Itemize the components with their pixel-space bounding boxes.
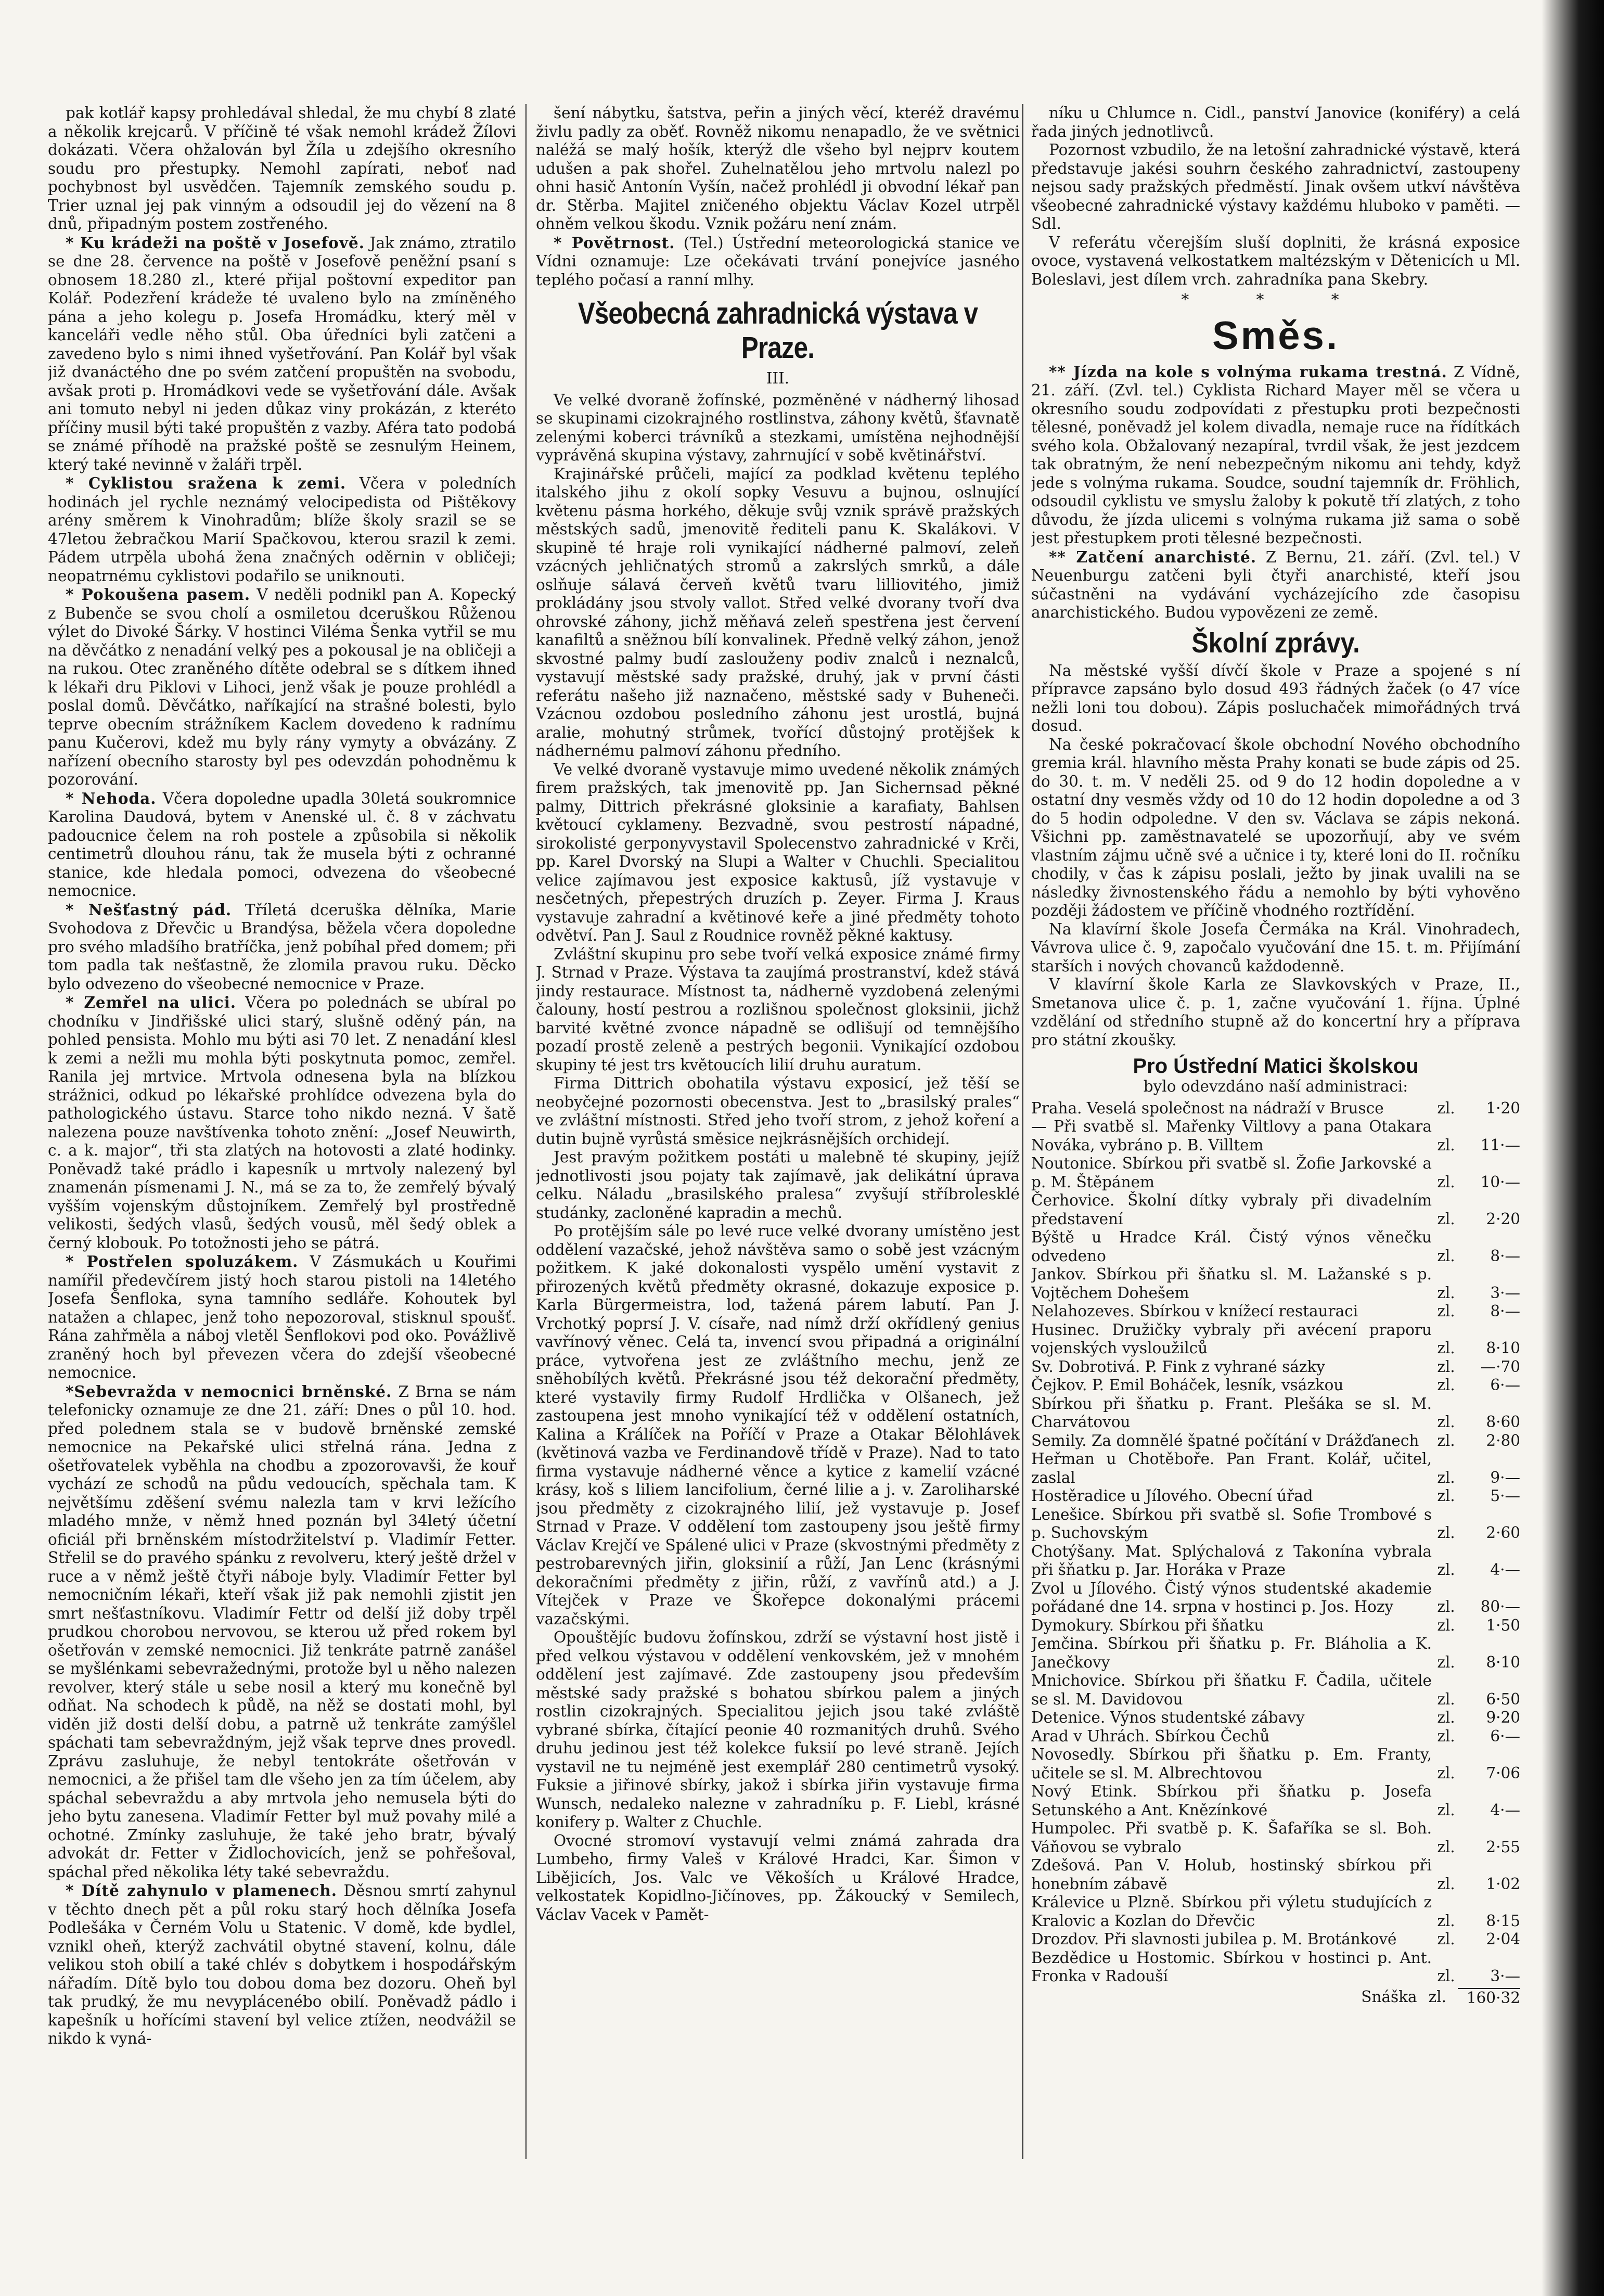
donation-amount: 6·50 bbox=[1486, 1690, 1520, 1708]
donation-text: Čerhovice. Školní dítky vybraly při divadelním představení bbox=[1031, 1191, 1432, 1228]
news-headline: * Pokoušena pasem. bbox=[66, 585, 251, 604]
donation-text: Humpolec. Při svatbě p. K. Šafaříka se sl. Boh. Váňovou se vybralo bbox=[1031, 1819, 1432, 1856]
donation-amount: 9·— bbox=[1490, 1468, 1520, 1486]
donation-text: Hostěradice u Jílového. Obecní úřad bbox=[1031, 1487, 1313, 1505]
donation-amount: 1·50 bbox=[1486, 1616, 1520, 1634]
donation-amount: 8·— bbox=[1490, 1247, 1520, 1265]
paragraph: V klavírní škole Karla ze Slavkovských v Praze, II., Smetanova ulice č. p. 1, začne vyučování 1. října. Úplné vzdělání od středního stupně až do koncertní hry a příprava pro státní zkoušky. bbox=[1031, 976, 1520, 1049]
donation-text: Husinec. Družičky vybraly při avécení praporu vojenských vysloužilců bbox=[1031, 1320, 1432, 1357]
paragraph bbox=[48, 1881, 516, 2048]
paragraph: Opouštějíc budovu žofínskou, zdrží se výstavní host jistě i před velkou výstavou v oddělení venkovském, jež v mnohém oddělení jest zajímavé. Zde zastoupeny jsou především městské sady pražské s bohatou sbírkou palem a jiných rostlin cizokrajných. Specialitou jejich jsou také zvláště vybrané sbírka, čítající peonie 40 rozmanitých druhů. Svého druhu jedinou jest též kolekce fuksií po levé straně. Jejích vystavil ne tu nejméně jest exemplář 280 centimetrů vysoký. Fuksie a jiřinové sbírky, jakož i sbírka jiřin vystavuje firma Wunsch, nedaleko nalezne v zahradníku p. F. Liebl, krásné konifery p. Walter z Chuchle. bbox=[536, 1628, 1020, 1831]
donation-amount: 9·20 bbox=[1486, 1709, 1520, 1726]
donation-unit: zl. bbox=[1437, 1173, 1455, 1191]
donation-unit: zl. bbox=[1437, 1930, 1455, 1948]
donation-amount: 4·— bbox=[1490, 1561, 1520, 1579]
donation-total-unit: zl. bbox=[1428, 1987, 1446, 2006]
donation-amount: 8·— bbox=[1490, 1302, 1520, 1320]
news-headline: * Nehoda. bbox=[66, 789, 157, 807]
donation-amount: 2·80 bbox=[1486, 1431, 1520, 1450]
donation-total bbox=[1031, 1988, 1520, 2008]
paragraph bbox=[536, 234, 1020, 290]
donation-unit: zl. bbox=[1437, 1653, 1455, 1671]
donation-text: Jemčina. Sbírkou při šňatku p. Fr. Bláholia a K. Janečkovy bbox=[1031, 1635, 1432, 1671]
donation-text: Zvol u Jílového. Čistý výnos studentské akademie pořádané dne 14. srpna v hostinci p. Jos. Hozy bbox=[1031, 1579, 1432, 1615]
donation-unit: zl. bbox=[1437, 1487, 1455, 1505]
donation-unit: zl. bbox=[1437, 1764, 1455, 1782]
news-text: Tříletá dceruška dělníka, Marie Svohodova z Dřevčic u Brandýsa, běžela včera dopoledne pro svého mladšího bratříčka, jenž pobíhal před domem; při tom padla tak nešťastně, že zlomila pravou ruku. Děcko bylo odvezeno do všeobecné nemocnice v Praze. bbox=[48, 901, 516, 993]
donation-unit: zl. bbox=[1437, 1468, 1455, 1486]
donation-row bbox=[1031, 1155, 1520, 1191]
paragraph: Krajinářské průčeli, mající za podklad květenu teplého italského jihu z okolí sopky Vesuvu a bujnou, oslnující květenu pásma horkého, děkuje svůj vznik správě pražských městských sadů, jmenovitě řediteli panu K. Skalákovi. V skupině té hraje roli vynikající nádherné palmoví, zeleň vzácných jehličnatých stromů a zakrslých smrků, a dále oslňuje sálavá červeň květů tvaru lilliovitého, jimiž prokládány jsou stvoly vallot. Střed velké dvorany tvoří dva ohrovské záhony, jichž měňavá zeleň spestřena jest červení kanafiltů a sněžnou bílí konvalinek. Předně velký záhon, jenož skvostné palmy budí zaslouženy podiv znalců i neznalců, vystavují městské sady pražské, druhý, jak v první části referátu našeho již naznačeno, městské sady v Buheneči. Vzácnou ozdobou posledního záhonu jest urostlá, bujná aralie, mohutný strůmek, tvořící důstojný protějšek k nádhernému palmoví záhonu předního. bbox=[536, 465, 1020, 760]
paragraph: Zvláštní skupinu pro sebe tvoří velká exposice známé firmy J. Strnad v Praze. Výstava ta zaujímá prostranství, kdež stává jindy restaurace. Místnost ta, nádherně vyzdobená zelenými čalouny, hostí pestrou a rozlišnou společnost gloksinii, jichž barvité květné zvonce nápadně se odlišují od temnějšího pozadí prostě zeleně a pestrých begonii. Vynikající ozdobou skupiny té jest trs květoucích lilií druhu auratum. bbox=[536, 945, 1020, 1074]
donation-text: Sv. Dobrotivá. P. Fink z vyhrané sázky bbox=[1031, 1357, 1325, 1376]
donation-text: Chotýšany. Mat. Splýchalová z Takonína vybrala při šňatku p. Jar. Horáka v Praze bbox=[1031, 1542, 1432, 1579]
donation-unit: zl. bbox=[1437, 1302, 1455, 1320]
donation-row bbox=[1031, 1893, 1520, 1930]
donation-unit: zl. bbox=[1437, 1838, 1455, 1856]
donation-text: — Při svatbě sl. Mařenky Viltlovy a pana Otakara Nováka, vybráno p. B. Villtem bbox=[1031, 1118, 1432, 1154]
donation-row bbox=[1031, 1672, 1520, 1709]
donation-amount: 2·55 bbox=[1486, 1838, 1520, 1856]
donation-text: Bezdědice u Hostomic. Sbírkou v hostinci p. Ant. Fronka v Radouší bbox=[1031, 1948, 1432, 1985]
donation-total-amount: 160·32 bbox=[1458, 1988, 1520, 2008]
exhibition-article-end bbox=[1031, 104, 1520, 289]
donation-text: Mnichovice. Sbírkou při šňatku F. Čadila, učitele se sl. M. Davidovou bbox=[1031, 1672, 1432, 1708]
donation-unit: zl. bbox=[1437, 1801, 1455, 1819]
donation-text: Noutonice. Sbírkou při svatbě sl. Žofie Jarkovské a p. M. Štěpánem bbox=[1031, 1155, 1432, 1191]
donation-unit: zl. bbox=[1437, 1284, 1455, 1302]
paragraph bbox=[48, 789, 516, 901]
news-headline: ** Jízda na kole s volnýma rukama trestná. bbox=[1049, 362, 1447, 381]
donation-unit: zl. bbox=[1437, 1709, 1455, 1726]
paragraph: Jest pravým požitkem postáti u malebně té skupiny, jejíž jednotlivosti jsou pojaty tak zajímavě, jak delikátní úprava celku. Náladu „brasilského pralesa“ zvyšují stříbrolesklé studánky, zacloněné kapradin a mechů. bbox=[536, 1148, 1020, 1222]
donation-text: Sbírkou při šňatku p. Frant. Plešáka se sl. M. Charvátovou bbox=[1031, 1394, 1432, 1431]
donation-amount: 5·— bbox=[1490, 1487, 1520, 1505]
donation-text: Nový Etink. Sbírkou při šňatku p. Josefa Setunského a Ant. Knězínkové bbox=[1031, 1782, 1432, 1819]
donation-unit: zl. bbox=[1437, 1875, 1455, 1893]
scan-edge bbox=[1542, 0, 1604, 2296]
donation-amount: 1·02 bbox=[1486, 1875, 1520, 1893]
donation-row bbox=[1031, 1949, 1520, 1986]
paragraph: níku u Chlumce n. Cidl., panství Janovice (koniféry) a celá řada jiných jednotlivců. bbox=[1031, 104, 1520, 140]
donation-row bbox=[1031, 1376, 1520, 1395]
column-middle bbox=[536, 104, 1020, 2227]
donation-amount: 3·— bbox=[1490, 1284, 1520, 1302]
donation-row bbox=[1031, 1782, 1520, 1819]
news-text: Z Vídně, 21. září. (Zvl. tel.) Cyklista Richard Mayer měl se včera u okresního soudu zodpovídati z přestupku proti bezpečnosti tělesné, poněvadž jel kolem divadla, nemaje ruce na řídítkách svého kola. Obžalovaný nezapíral, tvrdil však, že jest jezdcem tak obratným, že není nebezpečným nikomu ani tehdy, když jede s volnýma rukama. Soudce, soudní tajemník dr. Fröhlich, odsoudil cyklistu ve smyslu žaloby k pokutě tří zlatých, z toho důvodu, že jízda ulicemi s volnýma rukama již sama o sobě jest přestupkem proti tělesné bezpečnosti. bbox=[1031, 363, 1520, 547]
paragraph: Ve velké dvoraně vystavuje mimo uvedené několik známých firem pražských, tak jmenovitě pp. Jan Sichernsad pěkné palmy, Dittrich překrásné gloksinie a karafiaty, Bahlsen květoucí cyklameny. Bezvadně, svou pestrostí nápadné, sirokolisté gerponyvystavil Spolecenstvo zahradnické v Krči, pp. Karel Dvorský na Slupi a Walter v Chuchli. Specialitou velice zajímavou jest exposice kaktusů, jíž vystavuje v nesčetných, přepestrých druzích p. Zeyer. Firma J. Kraus vystavuje zahradní a květinové keře a jiné předměty tohoto odvětví. Pan J. Saul z Roudnice rovněž pěkné kaktusy. bbox=[536, 760, 1020, 944]
donation-amount: 11·— bbox=[1480, 1136, 1520, 1154]
paragraph bbox=[48, 474, 516, 585]
news-headline: *Sebevražda v nemocnici brněnské. bbox=[66, 1382, 392, 1401]
news-headline: * Nešťastný pád. bbox=[66, 900, 232, 919]
donation-unit: zl. bbox=[1437, 1357, 1455, 1376]
donation-unit: zl. bbox=[1437, 1413, 1455, 1431]
donation-amount: 8·60 bbox=[1486, 1413, 1520, 1431]
donation-unit: zl. bbox=[1437, 1561, 1455, 1579]
donation-text: Semily. Za domnělé špatné počítání v Drážďanech bbox=[1031, 1431, 1419, 1450]
column-middle-news bbox=[536, 104, 1020, 289]
donation-amount: 8·15 bbox=[1486, 1912, 1520, 1930]
news-headline: * Postřelen spoluzákem. bbox=[66, 1252, 299, 1271]
donation-row bbox=[1031, 1930, 1520, 1949]
donation-text: Býště u Hradce Král. Čistý výnos věnečku odvedeno bbox=[1031, 1228, 1432, 1265]
news-headline: * Dítě zahynulo v plamenech. bbox=[66, 1881, 338, 1900]
donation-amount: 10·— bbox=[1480, 1173, 1520, 1191]
donation-amount: 80·— bbox=[1480, 1598, 1520, 1615]
donation-unit: zl. bbox=[1437, 1431, 1455, 1450]
donation-amount: 6·— bbox=[1490, 1727, 1520, 1745]
donation-amount: 8·10 bbox=[1486, 1653, 1520, 1671]
donation-amount: 4·— bbox=[1490, 1801, 1520, 1819]
paragraph bbox=[48, 901, 516, 994]
news-text: Z Brna se nám telefonicky oznamuje ze dne 21. září: Dnes o půl 10. hod. před polednem stala se v budově brněnské zemské nemocnice na Pekařské ulici střelná rána. Jedna z ošetřovatelek vyběhla na chodbu a zpozorovavši, že kouř vychází ze schodů na půdu vedoucích, spěchala tam. K největšímu zděšení svému nalezla tam v krvi ležícího mladého mnže, v němž hned poznán byl 34letý účetní oficiál při brněnském místodržitelství p. Vladimír Fetter. Střelil se do pravého spánku z revolveru, který ještě držel v ruce a v němž ještě čtyři náboje byly. Vladimír Fetter byl nemocničním lékaři, kteří však již pak nemohli zjistit jen smrt nešťastníkovu. Vladimír Fettr od delší již doby trpěl prudkou chorobou nervovou, se kterou už před rokem byl ošetřován v zemské nemocnici. Již tenkráte patrně zanášel se myšlénkami sebevražednými, protože byl u něho nalezen revolver, který stále u sebe nosil a který mu konečně byl odňat. Na schodech k půdě, na něž se dostati mohl, byl viděn již dosti delší dobu, a patrně už tenkráte zamýšlel spáchati tam sebevraždným, jejž však teprve dnes provedl. Zprávu zasluhuje, že nebyl tentokráte ošetřován v nemocnici, a že přišel tam dle všeho jen za tím účelem, aby spáchal sebevraždu a aby mrtvola jeho nemusela býti do jeho bytu zanesena. Vladimír Fetter byl muž povahy milé a ochotné. Zmínky zasluhuje, že také jeho bratr, bývalý advokát dr. Fetter v Židlochovicích, jenž se pohřešoval, spáchal před několika léty také sebevraždu. bbox=[48, 1382, 516, 1881]
donation-text: Arad v Uhrách. Sbírkou Čechů bbox=[1031, 1727, 1270, 1745]
paragraph: Ve velké dvoraně žofínské, pozměněné v nádherný lihosad se skupinami cizokrajného rostlinstva, záhony květů, šťavnatě zelenými koberci trávníků a stezkami, umístěna nejhodnější vyprávěná skupina výstavy, zahrnující v sobě květinářství. bbox=[536, 391, 1020, 464]
donation-row bbox=[1031, 1856, 1520, 1893]
donation-row bbox=[1031, 1118, 1520, 1155]
donation-text: Drozdov. Při slavnosti jubilea p. M. Brotánkové bbox=[1031, 1930, 1397, 1948]
donation-unit: zl. bbox=[1437, 1136, 1455, 1154]
donation-row bbox=[1031, 1635, 1520, 1672]
paragraph bbox=[1031, 363, 1520, 548]
news-text: V neděli podnikl pan A. Kopecký z Bubenče se svou cholí a osmiletou dceruškou Růženou výlet do Divoké Šárky. V hostinci Viléma Šenka vytřil se mu na děvčátko z nenadání velký pes a pokousal je na obličeji a na rukou. Otec zraněného dítěte odebral se s dítkem ihned k lékaři dru Piklovi v Lihoci, jenž však je pouze prohlédl a poslal domů. Děvčátko, naříkající na strašné bolesti, bylo teprve obecním strážníkem Kaclem dovedeno k radnímu panu Kučerovi, kdež mu byly rány vymyty a obvázány. Z nařízení obecního starosty byl pes odevzdán pohodněmu k pozorování. bbox=[48, 586, 516, 788]
paragraph bbox=[1031, 548, 1520, 622]
donation-amount: —·70 bbox=[1480, 1357, 1520, 1376]
paragraph: Na české pokračovací škole obchodní Nového obchodního gremia král. hlavního města Prahy konati se bude zápis od 25. do 30. t. m. V neděli 25. od 9 do 12 hodin dopoledne a v ostatní dny vesměs vždy od 10 do 12 hodin dopoledne a od 3 do 5 hodin odpoledne. V den sv. Václava se zápis nekoná. Všichni pp. zaměstnavatelé se upozorňují, aby ve svém vlastním zájmu učně své a učnice i ty, které loni do II. ročníku chodily, v čas k zápisu poslali, ježto by jinak uvalili na se následky živnostenského řádu a nemohlo by býti vyhověno později žádostem ve příčině vhodného roztřídění. bbox=[1031, 735, 1520, 919]
donation-text: Jankov. Sbírkou při šňatku sl. M. Lažanské s p. Vojtěchem Dohešem bbox=[1031, 1265, 1432, 1302]
article-header-exhibition: Všeobecná zahradnická výstava v Praze. bbox=[578, 297, 978, 365]
donation-text: Čejkov. P. Emil Boháček, lesník, vsázkou bbox=[1031, 1376, 1344, 1394]
paragraph: Firma Dittrich obohatila výstavu exposicí, jež těší se neobyčejné pozornosti obecenstva. Jest to „brasilský prales“ ve zvláštní místnosti. Střed jeho tvoří strom, z jehož koření a dutin bujně vyrůstá směsice nejkrásnějších orchidejí. bbox=[536, 1074, 1020, 1148]
section-header-smes: Směs. bbox=[1212, 313, 1339, 358]
news-headline: ** Zatčení anarchisté. bbox=[1049, 547, 1256, 566]
donation-text: Zdešová. Pan V. Holub, hostinský sbírkou při honebním zábavě bbox=[1031, 1856, 1432, 1893]
donation-row bbox=[1031, 1228, 1520, 1265]
donation-text: Nelahozeves. Sbírkou v knížecí restauraci bbox=[1031, 1302, 1358, 1320]
donation-text: Detenice. Výnos studentské zábavy bbox=[1031, 1709, 1305, 1726]
donation-row bbox=[1031, 1709, 1520, 1727]
column-divider bbox=[525, 104, 527, 2159]
donation-row bbox=[1031, 1321, 1520, 1358]
news-text: Včera po polednách se ubíral po chodníku v Jindřišské ulici starý, slušně oděný pán, na pohled pensista. Mohlo mu býti asi 70 let. Z nenadání klesl k zemi a nežli mu mohla býti poskytnuta pomoc, zemřel. Ranila jej mrtvice. Mrtvola odnesena byla na blízkou strážnici, odkud po lékařské prohlídce odvezena byla do pathologického ústavu. Starce toho nikdo nezná. V šatě nalezena pouze navštívenka tohoto znění: „Josef Neuwirth, c. a k. major“, tři sta zlatých na hotovosti a zlaté hodinky. Poněvadž také prádlo i kapesník u mrtvoly nalezený byl znamenán písmenami J. N., má se za to, že zemřelý bývalý vyšším vojenským důstojníkem. Zemřelý byl prostředně velikosti, šedých vlasů, šedých vousů, měl šedý oblek a černý klobouk. Po totožnosti jeho se pátrá. bbox=[48, 994, 516, 1252]
donation-row bbox=[1031, 1432, 1520, 1451]
donation-amount: 6·— bbox=[1490, 1376, 1520, 1394]
donation-text: Dymokury. Sbírkou při šňatku bbox=[1031, 1616, 1264, 1634]
paragraph bbox=[48, 1252, 516, 1382]
smes-items bbox=[1031, 363, 1520, 622]
news-headline: * Ku krádeži na poště v Josefově. bbox=[66, 233, 365, 252]
donation-row bbox=[1031, 1099, 1520, 1118]
donation-amount: 2·20 bbox=[1486, 1210, 1520, 1228]
donation-text: Králevice u Plzně. Sbírkou při výletu studujících z Kralovic a Kozlan do Dřevčic bbox=[1031, 1893, 1432, 1930]
donation-unit: zl. bbox=[1437, 1912, 1455, 1930]
news-headline: * Povětrnost. bbox=[554, 233, 675, 252]
donation-row bbox=[1031, 1265, 1520, 1302]
paragraph: Pozornost vzbudilo, že na letošní zahradnické výstavě, která představuje jakési souhrn českého zahradnictví, zastoupeny nejsou sady pražských předměstí. Jinak ovšem utkví návštěva všeobecné zahradnické výstavy každému hluboko v paměti. —Sdl. bbox=[1031, 141, 1520, 233]
news-headline: * Zemřel na ulici. bbox=[66, 993, 237, 1011]
donation-amount: 7·06 bbox=[1486, 1764, 1520, 1782]
donation-unit: zl. bbox=[1437, 1690, 1455, 1708]
donation-row bbox=[1031, 1358, 1520, 1377]
donation-unit: zl. bbox=[1437, 1727, 1455, 1745]
news-text: Děsnou smrtí zahynul v těchto dnech pět a půl roku starý hoch dělníka Josefa Podlešáka v Černém Volu u Statenic. V domě, kde bydlel, vznikl oheň, kterýž zachvátil obytné stavení, kolnu, dále velikou stoh obilí a také chlév s dobytkem i hospodářským nářadím. Dítě bylo tou dobou doma bez dozoru. Oheň byl tak prudký, že mu nevyplácenébo obilí. Poněvadž pádlo i kapešník u hořícími stavení byl velice ztížen, neodvážil se nikdo k vyná- bbox=[48, 1882, 516, 2047]
news-text: V Zásmukách u Kouřimi namířil předevčírem jistý hoch starou pistoli na 14letého Josefa Šenfloka, syna tamního sedláře. Kohoutek byl natažen a chlapec, jenž toho nepozoroval, stisknul spoušť. Rána zahřměla a náboj vletěl Šenflokovi pod oko. Povážlivě zraněný hoch byl převezen včera do zdejší všeobecné nemocnice. bbox=[48, 1253, 516, 1381]
donation-row bbox=[1031, 1302, 1520, 1321]
donation-row bbox=[1031, 1580, 1520, 1617]
donation-row bbox=[1031, 1191, 1520, 1228]
donation-unit: zl. bbox=[1437, 1210, 1455, 1228]
donation-row bbox=[1031, 1727, 1520, 1746]
column-divider bbox=[1022, 104, 1023, 2159]
donation-unit: zl. bbox=[1437, 1376, 1455, 1394]
donation-text: Novosedly. Sbírkou při šňatku p. Em. Franty, učitele se sl. M. Albrechtovou bbox=[1031, 1746, 1432, 1782]
paragraph: šení nábytku, šatstva, peřin a jiných věcí, kteréž dravému živlu padly za oběť. Rovněž nikomu nenapadlo, že ve světnici naléžá se malý hošík, kterýž dle všeho byl nejprv koutem udušen a pak shořel. Zuhelnatělou jeho mrtvolu nalezl po ohni hasič Antonín Vyšín, načež prohlédl ji obvodní lékař pan dr. Stěrba. Majitel zničeného objektu Václav Kozel utrpěl ohněm velkou škodu. Vznik požáru není znám. bbox=[536, 104, 1020, 233]
donation-subheader: bylo odevzdáno naší administraci: bbox=[1143, 1078, 1408, 1095]
column-left bbox=[48, 104, 516, 2227]
donation-text: Heřman u Chotěboře. Pan Frant. Kolář, učitel, zaslal bbox=[1031, 1450, 1432, 1486]
donation-row bbox=[1031, 1617, 1520, 1635]
news-headline: * Cyklistou sražena k zemi. bbox=[66, 474, 347, 492]
donation-unit: zl. bbox=[1437, 1616, 1455, 1634]
news-text: Včera v poledních hodinách jel rychle neznámý velocipedista od Pištěkovy arény směrem k Vinohradům; blíže školy srazil se se 47letou žebračkou Marií Spačkovou, kterou srazil k zemi. Pádem utrpěla ubohá žena značných oděrnin v obličeji; neopatrnému cyklistovi podařilo se uniknouti. bbox=[48, 474, 516, 585]
news-text: (Tel.) Ústřední meteorologická stanice ve Vídni oznamuje: Lze očekávati trvání ponejvíce jasného teplého počasí a ranní mlhy. bbox=[536, 234, 1020, 289]
article-exhibition-body bbox=[536, 391, 1020, 1925]
donation-amount: 3·— bbox=[1490, 1967, 1520, 1985]
donation-unit: zl. bbox=[1437, 1524, 1455, 1542]
news-text: Jak známo, ztratilo se dne 28. července na poště v Josefově peněžní psaní s obnosem 18.280 zl., které přijal poštovní expeditor pan Kolář. Podezření krádeže té uvaleno bylo na zmíněného pána a jeho kolegu p. Josefa Hromádku, který měl v kanceláři vedle něho stůl. Oba úředníci byli zatčeni a zavedeno bylo s nimi ihned vyšetřování. Pan Kolář byl však již dvanáctého dne po svém zatčení propuštěn na svobodu, avšak proti p. Hromádkovi vede se vyšetřování dále. Avšak ani tomuto nebyl ni jeden důkaz viny prokázán, z kteréto příčiny musil býti také propuštěn z vazby. Aféra tato podobá se známé příhodě na pražské poště se zesnulým Heinem, který také nevinně v žaláři trpěl. bbox=[48, 234, 516, 473]
donation-row bbox=[1031, 1543, 1520, 1580]
donation-header: Pro Ústřední Matici školskou bbox=[1133, 1055, 1419, 1078]
donation-row bbox=[1031, 1819, 1520, 1856]
news-text: Včera dopoledne upadla 30letá soukromnice Karolina Daudová, bytem v Anenské ul. č. 8 v záchvatu padoucnice čelem na roh postele a způsobila si několik centimetrů dlouhou ránu, tak že musela býti z ochranné stanice, kde hledala pomoci, odvezena do všeobecné nemocnice. bbox=[48, 789, 516, 900]
section-stars: * * * bbox=[1181, 291, 1370, 309]
donation-unit: zl. bbox=[1437, 1099, 1455, 1117]
donation-row bbox=[1031, 1746, 1520, 1782]
donation-unit: zl. bbox=[1437, 1967, 1455, 1985]
donation-row bbox=[1031, 1487, 1520, 1506]
donation-amount: 2·04 bbox=[1486, 1930, 1520, 1948]
donation-row bbox=[1031, 1506, 1520, 1543]
section-header-school: Školní zprávy. bbox=[1191, 627, 1360, 659]
donation-row bbox=[1031, 1450, 1520, 1487]
school-items bbox=[1031, 662, 1520, 1050]
donation-text: Praha. Veselá společnost na nádraží v Brusce bbox=[1031, 1099, 1384, 1117]
paragraph: Ovocné stromoví vystavují velmi známá zahrada dra Lumbeho, firmy Valeš v Králové Hradci, Kar. Šimon v Libějicích, Jos. Valc ve Věkoších u Králové Hradce, velkostatek Kopidlno-Jičínoves, pp. Žákoucký v Semilech, Václav Vacek v Pamět- bbox=[536, 1831, 1020, 1923]
paragraph bbox=[48, 234, 516, 474]
donation-unit: zl. bbox=[1437, 1598, 1455, 1615]
donation-unit: zl. bbox=[1437, 1339, 1455, 1357]
paragraph: V referátu včerejším sluší doplniti, že krásná exposice ovoce, vystavená velkostatkem maltézským v Dětenicích u Ml. Boleslavi, jest dílem vrch. zahradníka pana Skebry. bbox=[1031, 233, 1520, 288]
donation-unit: zl. bbox=[1437, 1247, 1455, 1265]
column-right bbox=[1031, 104, 1520, 2227]
paragraph bbox=[48, 1382, 516, 1882]
donation-amount: 2·60 bbox=[1486, 1524, 1520, 1542]
paragraph: pak kotlář kapsy prohledával shledal, že mu chybí 8 zlaté a několik krejcarů. V příčině té však nemohl krádež Žílovi dokázati. Včera ohžalován byl Žíla u zdejšího okresního soudu pro přestupky. Nemohl zapírati, neboť nad pochybnost byl usvědčen. Tajemník zemského soudu p. Trier uznal jej pak vinným a odsoudil jej do vězení na 8 dnů, připadným postem zostřeného. bbox=[48, 104, 516, 233]
paragraph bbox=[48, 585, 516, 789]
donation-amount: 8·10 bbox=[1486, 1339, 1520, 1357]
article-part-number: III. bbox=[766, 369, 790, 387]
donation-total-label: Snáška bbox=[1361, 1987, 1417, 2006]
donation-list bbox=[1031, 1099, 1520, 1986]
paragraph: Na klavírní škole Josefa Čermáka na Král. Vinohradech, Vávrova ulice č. 9, započalo vyučování dne 15. t. m. Přijímání starších i nových chovanců každodenně. bbox=[1031, 920, 1520, 975]
paragraph bbox=[48, 993, 516, 1252]
donation-text: Lenešice. Sbírkou při svatbě sl. Sofie Trombové s p. Suchovským bbox=[1031, 1505, 1432, 1542]
paragraph: Na městské vyšší dívčí škole v Praze a spojené s ní přípravce zapsáno bylo dosud 493 řádných žaček (o 47 více nežli loni tou dobou). Zápis posluchaček mimořádných trvá dosud. bbox=[1031, 661, 1520, 735]
paragraph: Po protějším sále po levé ruce velké dvorany umístěno jest oddělení vazačské, jehož návštěva samo o sobě jest vzácným požitkem. K jaké dokonalosti vyspělo umění vystavit z přirozených květů předměty okrasné, dokazuje exposice p. Karla Bürgermeistra, lod, tažená párem labutí. Pan J. Vrchotký poprsí J. V. císaře, nad nímž drží okřídlený genius vavřínový věnec. Celá ta, invencí svou připadná a originální práce, vytvořena jest ze zvláštního mechu, jenž ze sněhobílých květů. Překrásné jsou též dekorační předměty, které vystavily firmy Rudolf Hrdlička v Olšanech, jež zastoupena jest mnoho vynikající též v oddělení ostatních, Kalina a Králíček na Poříčí v Praze a Otakar Bělohlávek (květinová vazba ve Ferdinandově třídě v Praze). Nad to tato firma vystavuje nádherné věnce a kytice z kamelií vzácné krásy, koš s liliem lancifolium, černé lilie a j. v. Zaroliharské jsou předměty z cizokrajného lilií, jež vystavuje p. Josef Strnad v Praze. V oddělení tom zastoupeny jsou ještě firmy Václav Krejčí ve Spálené ulici v Praze (skvostnými předměty z pestrobarevných jiřin, gloksinií a růží, Jan Lenc (krásnými dekoračními předměty z jiřin, růží, z vavřínů atd.) a J. Vítejček v Praze ve Škořepce dokonalými prácemi vazačskými. bbox=[536, 1222, 1020, 1628]
donation-amount: 1·20 bbox=[1486, 1099, 1520, 1117]
donation-row bbox=[1031, 1395, 1520, 1432]
news-text: Z Bernu, 21. září. (Zvl. tel.) V Neuenburgu zatčeni byli čtyři anarchisté, kteří jsou súčastněni na vydávání vycházejícího zde časopisu anarchistického. Budou vypovězeni ze země. bbox=[1031, 548, 1520, 621]
